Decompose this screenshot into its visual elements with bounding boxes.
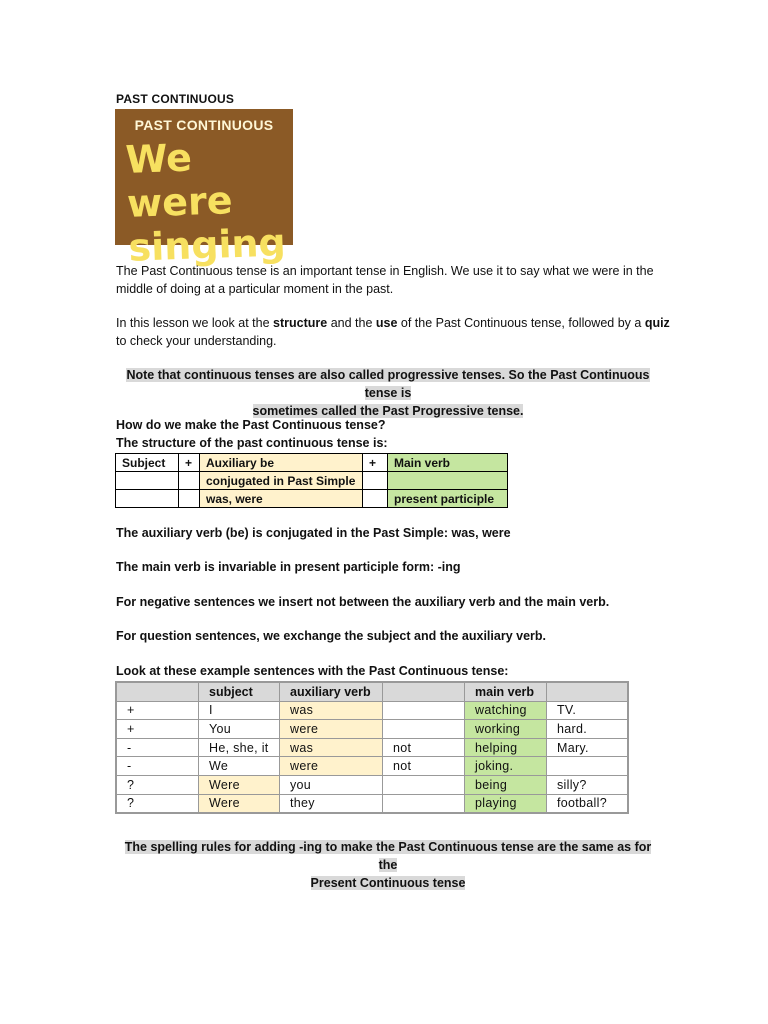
- table-cell: hard.: [547, 720, 629, 739]
- table-cell: [383, 794, 465, 813]
- table-cell: +: [116, 701, 199, 720]
- intro-text: of the Past Continuous tense, followed by a: [397, 316, 645, 330]
- table-cell: He, she, it: [199, 738, 280, 757]
- table-cell: [547, 757, 629, 776]
- table-cell: present participle: [388, 490, 508, 508]
- structure-table: [115, 453, 508, 508]
- page-title: PAST CONTINUOUS: [116, 92, 235, 106]
- table-row: [116, 701, 628, 720]
- table-row: [116, 490, 508, 508]
- table-header-row: [116, 682, 628, 701]
- table-cell: was: [280, 701, 383, 720]
- table-cell: +: [116, 720, 199, 739]
- table-cell: Mary.: [547, 738, 629, 757]
- spelling-note-line-2: Present Continuous tense: [310, 876, 466, 890]
- table-cell: TV.: [547, 701, 629, 720]
- intro-bold-use: use: [375, 316, 398, 330]
- main-verb-note: The main verb is invariable in present participle form: -ing: [116, 560, 461, 574]
- table-cell: Auxiliary be: [200, 454, 363, 472]
- table-cell: silly?: [547, 775, 629, 794]
- negative-note: For negative sentences we insert not between the auxiliary verb and the main verb.: [116, 595, 610, 609]
- table-cell: [116, 490, 179, 508]
- table-cell: was: [280, 738, 383, 757]
- table-cell: You: [199, 720, 280, 739]
- table-cell: playing: [465, 794, 547, 813]
- table-header-cell: main verb: [465, 682, 547, 701]
- note-line-1: Note that continuous tenses are also called progressive tenses. So the Past Continuous tense is: [126, 368, 650, 400]
- table-row: [116, 794, 628, 813]
- table-cell: [388, 472, 508, 490]
- examples-intro: Look at these example sentences with the Past Continuous tense:: [116, 664, 509, 678]
- table-header-cell: subject: [199, 682, 280, 701]
- table-cell: [383, 720, 465, 739]
- intro-text: In this lesson we look at the: [116, 316, 274, 330]
- auxiliary-note: The auxiliary verb (be) is conjugated in the Past Simple: was, were: [116, 526, 511, 540]
- spelling-note-line-1: The spelling rules for adding -ing to make the Past Continuous tense are the same as for the: [124, 840, 652, 872]
- structure-question: How do we make the Past Continuous tense?: [116, 418, 386, 432]
- table-row: [116, 775, 628, 794]
- banner-line-1: We were: [124, 135, 234, 226]
- table-cell: I: [199, 701, 280, 720]
- table-cell: -: [116, 738, 199, 757]
- table-cell: was, were: [200, 490, 363, 508]
- table-row: [116, 720, 628, 739]
- table-cell: Were: [199, 794, 280, 813]
- table-row: [116, 738, 628, 757]
- table-header-cell: [116, 682, 199, 701]
- table-cell: Main verb: [388, 454, 508, 472]
- table-cell: not: [383, 757, 465, 776]
- table-cell: Subject: [116, 454, 179, 472]
- table-cell: helping: [465, 738, 547, 757]
- table-cell: Were: [199, 775, 280, 794]
- table-cell: were: [280, 757, 383, 776]
- table-cell: -: [116, 757, 199, 776]
- table-cell: ?: [116, 794, 199, 813]
- intro-bold-structure: structure: [273, 316, 328, 330]
- intro-paragraph-1: The Past Continuous tense is an important tense in English. We use it to say what we were in the middle of doing at a particular moment in the past.: [116, 264, 654, 296]
- table-cell: joking.: [465, 757, 547, 776]
- table-cell: We: [199, 757, 280, 776]
- table-cell: [116, 472, 179, 490]
- banner-line-2: singing: [127, 220, 287, 270]
- table-cell: [363, 472, 388, 490]
- table-cell: watching: [465, 701, 547, 720]
- table-header-cell: [383, 682, 465, 701]
- progressive-note: [118, 366, 658, 420]
- banner-subtitle: PAST CONTINUOUS: [134, 117, 274, 133]
- table-cell: conjugated in Past Simple: [200, 472, 363, 490]
- table-cell: you: [280, 775, 383, 794]
- intro-text: to check your understanding.: [116, 334, 277, 348]
- table-row: [116, 454, 508, 472]
- table-cell: [179, 490, 200, 508]
- table-cell: [179, 472, 200, 490]
- structure-label: The structure of the past continuous tense is:: [116, 436, 388, 450]
- table-header-cell: auxiliary verb: [280, 682, 383, 701]
- table-cell: +: [179, 454, 200, 472]
- table-cell: football?: [547, 794, 629, 813]
- question-note: For question sentences, we exchange the subject and the auxiliary verb.: [116, 629, 546, 643]
- banner-text: [125, 132, 292, 270]
- table-cell: [383, 701, 465, 720]
- intro-paragraph-2: [116, 314, 676, 350]
- table-cell: [363, 490, 388, 508]
- table-row: [116, 472, 508, 490]
- table-cell: [383, 775, 465, 794]
- table-cell: they: [280, 794, 383, 813]
- intro-text: and the: [327, 316, 376, 330]
- spelling-note: [118, 838, 658, 892]
- table-cell: +: [363, 454, 388, 472]
- table-row: [116, 757, 628, 776]
- intro-bold-quiz: quiz: [644, 316, 670, 330]
- table-cell: being: [465, 775, 547, 794]
- table-cell: ?: [116, 775, 199, 794]
- table-cell: were: [280, 720, 383, 739]
- note-line-2: sometimes called the Past Progressive tense.: [252, 404, 524, 418]
- banner-image: [115, 109, 293, 270]
- table-header-cell: [547, 682, 629, 701]
- table-cell: not: [383, 738, 465, 757]
- table-cell: working: [465, 720, 547, 739]
- examples-table: [115, 681, 629, 814]
